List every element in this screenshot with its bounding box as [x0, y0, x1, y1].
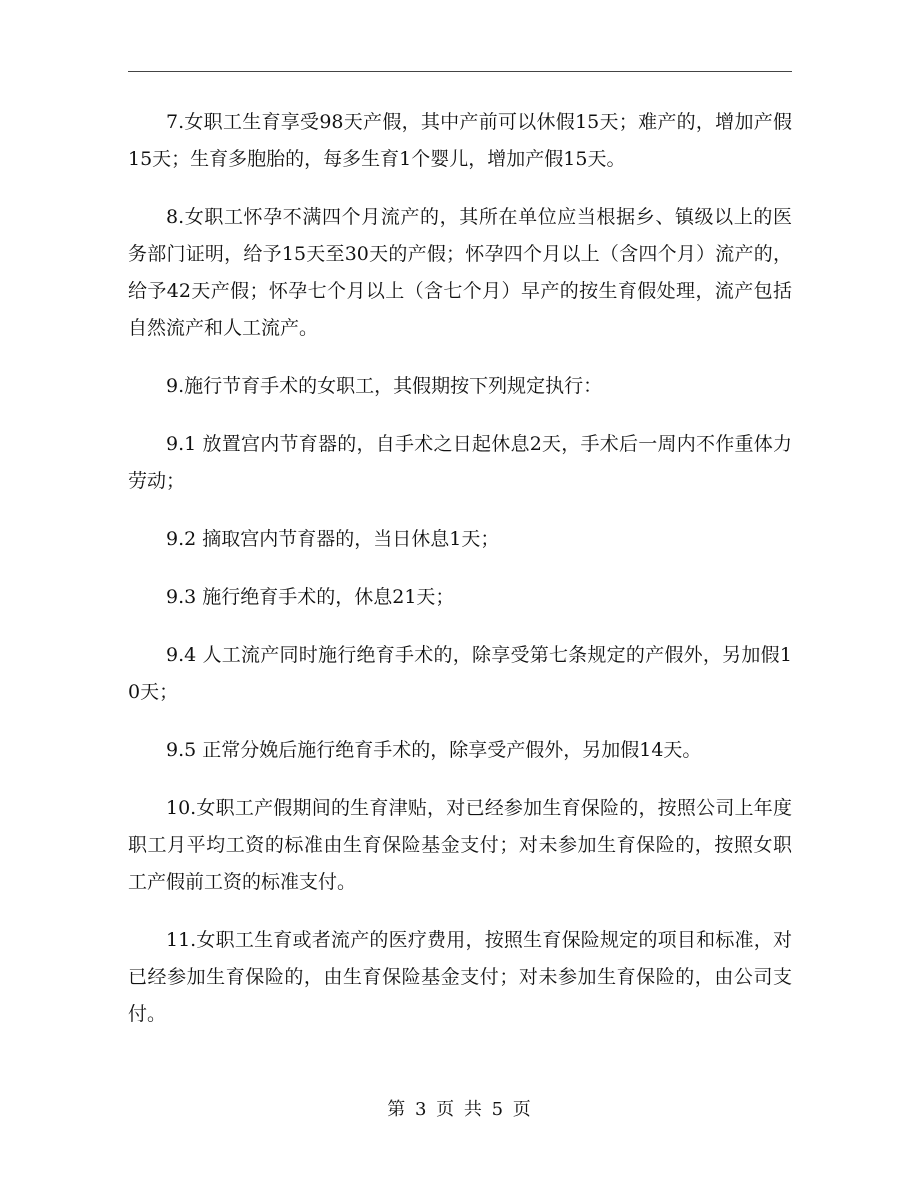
header-rule [128, 71, 792, 72]
paragraph-9-3: 9.3 施行绝育手术的，休息21天； [166, 586, 455, 608]
paragraph-9: 9.施行节育手术的女职工，其假期按下列规定执行： [166, 375, 603, 397]
paragraph-10: 10.女职工产假期间的生育津贴，对已经参加生育保险的，按照公司上年度职工月平均工资的标准由生育保险基金支付；对未参加生育保险的，按照女职工产假前工资的标准支付。 [128, 797, 792, 893]
paragraph-9-1: 9.1 放置宫内节育器的，自手术之日起休息2天，手术后一周内不作重体力劳动； [128, 433, 792, 492]
document-body [128, 104, 792, 1054]
paragraph-9-5: 9.5 正常分娩后施行绝育手术的，除享受产假外，另加假14天。 [166, 739, 702, 761]
paragraph-9-4: 9.4 人工流产同时施行绝育手术的，除享受第七条规定的产假外，另加假10天； [128, 644, 792, 703]
paragraph-9-2: 9.2 摘取宫内节育器的，当日休息1天； [166, 528, 500, 550]
paragraph-8: 8.女职工怀孕不满四个月流产的，其所在单位应当根据乡、镇级以上的医务部门证明，给予15天至30天的产假；怀孕四个月以上（含四个月）流产的，给予42天产假；怀孕七个月以上（含七个月）早产的按生育假处理，流产包括自然流产和人工流产。 [128, 206, 792, 339]
paragraph-7: 7.女职工生育享受98天产假，其中产前可以休假15天；难产的，增加产假15天；生育多胞胎的，每多生育1个婴儿，增加产假15天。 [128, 111, 792, 170]
paragraph-11: 11.女职工生育或者流产的医疗费用，按照生育保险规定的项目和标准，对已经参加生育保险的，由生育保险基金支付；对未参加生育保险的，由公司支付。 [128, 929, 792, 1025]
page-footer: 第 3 页 共 5 页 [387, 1099, 533, 1120]
